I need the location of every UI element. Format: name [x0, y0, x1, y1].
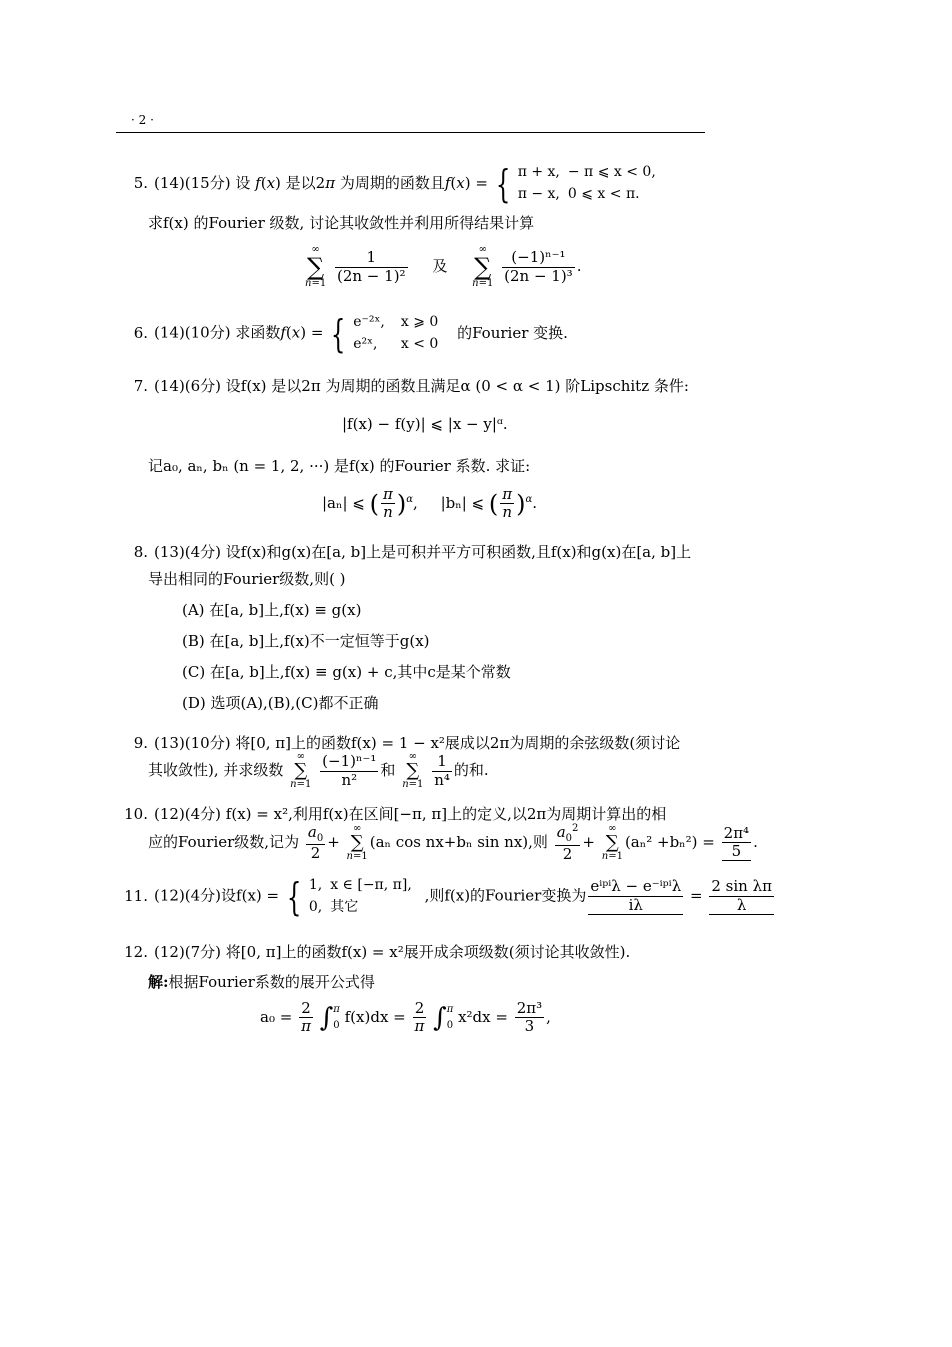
q6-text-a: (14)(10分) 求函数 [154, 323, 281, 342]
q5-text-a: (14)(15分) 设 [154, 173, 251, 192]
q11-case2-cond: 其它 [330, 898, 359, 915]
q11-answer1-den: iλ [588, 896, 683, 914]
q5-case2-cond: 0 ⩽ x < π. [567, 185, 640, 202]
q5-number: 5. [133, 173, 148, 192]
q10-line2-c: (aₙ² +bₙ²) = [624, 832, 715, 851]
q5-brace: { [495, 161, 511, 206]
q12-formula: a₀ = $\frac{2}{\pi}$ ∫π 0 f(x)dx = $\frac{2}{\pi}$ ∫π 0 x²dx = $\frac{\text{2π³}}{3}$ , [260, 999, 551, 1036]
q10-answer-num: 2π⁴ [723, 823, 750, 842]
q11-answer1-num: eⁱᵖⁱλ − e⁻ⁱᵖⁱλ [590, 877, 682, 896]
q6-case1-cond: x ⩾ 0 [400, 314, 439, 330]
q5-sums: ∞ ∑ n=1 $\frac{1}{\text{(2n − 1)²}}$ 及 ∞ ∑ n=1 $\frac{\text{(−1)ⁿ⁻¹}}{\text{(2n − 1)³}}$ . [305, 244, 582, 289]
q8-option-c: (C) 在[a, b]上,f(x) ≡ g(x) + c,其中c是某个常数 [182, 663, 511, 681]
q12-line1: (12)(7分) 将[0, π]上的函数f(x) = x²展开成余项级数(须讨论其收敛性). [154, 943, 631, 961]
question-7 [118, 375, 689, 396]
q6-case2-expr: e²ˣ, [353, 335, 378, 352]
q5-line2: 求f(x) 的Fourier 级数, 讨论其收敛性并利用所得结果计算 [148, 214, 535, 232]
q9-frac2-num: 1 [437, 752, 447, 771]
q5-sum1-num: 1 [366, 248, 377, 267]
q12-formula-mid2: x²dx = [458, 1007, 508, 1026]
q10-line2-a: 应的Fourier级数,记为 [148, 832, 300, 851]
q11-case2-expr: 0, [308, 898, 323, 915]
q9-line2: 其收敛性), 并求级数 ∞ ∑ n=1 $\frac{\text{(−1)ⁿ⁻¹}}{\text{n²}}$ 和 ∞ ∑ n=1 $\frac{1}{\text{n⁴}}$ 的和. [148, 751, 489, 790]
q12-formula-end-den: 3 [515, 1017, 544, 1035]
q10-line1: (12)(4分) f(x) = x²,利用f(x)在区间[−π, π]上的定义,以2π为周期计算出的相 [154, 805, 667, 823]
q5-sum1-den: (2n − 1)² [336, 266, 406, 285]
q5-case1-expr: π + x, [517, 164, 560, 180]
q5-case2-expr: π − x, [517, 185, 560, 202]
q8-option-a: (A) 在[a, b]上,f(x) ≡ g(x) [182, 601, 362, 619]
question-5: 5. (14)(15分) 设 f(x) 是以2π 为周期的函数且f(x) = { π + x, − π ⩽ x < 0, π − x, 0 ⩽ x < π. [118, 162, 664, 205]
q5-sum2-frac [502, 249, 575, 285]
q11-answer2-den: λ [709, 896, 774, 914]
q9-number: 9. [133, 734, 148, 752]
q9-frac1-num: (−1)ⁿ⁻¹ [322, 752, 377, 771]
q6-case2-cond: x < 0 [400, 335, 439, 352]
q6-case1-expr: e⁻²ˣ, [353, 314, 385, 330]
q11-number: 11. [124, 886, 148, 905]
q10-line2-b: (aₙ cos nx+bₙ sin nx),则 [369, 832, 548, 851]
q7-formula2-b: |bₙ| ⩽ [440, 493, 485, 512]
q12-solution-text: 根据Fourier系数的展开公式得 [168, 973, 375, 991]
q11-cases [309, 875, 420, 918]
q9-line2-b: 的和. [453, 761, 489, 779]
q11-text-a: (12)(4分)设f(x) = [154, 886, 280, 905]
q6-text-b: 的Fourier 变换. [457, 323, 568, 342]
q9-line2-a: 其收敛性), 并求级数 [148, 761, 284, 779]
q12-number: 12. [124, 943, 148, 961]
question-12 [118, 941, 630, 962]
q6-brace: { [331, 311, 346, 356]
q9-line1: (13)(10分) 将[0, π]上的函数f(x) = 1 − x²展成以2π为周期的余弦级数(须讨论 [154, 734, 681, 752]
q7-line1: (14)(6分) 设f(x) 是以2π 为周期的函数且满足α (0 < α < 1) 阶Lipschitz 条件: [154, 377, 689, 395]
q5-text-b: 是以2 [285, 173, 326, 192]
q12-formula-a0: a₀ = [260, 1007, 293, 1026]
q5-sum1-symbol: ∞ ∑ n=1 [305, 244, 327, 289]
question-9 [118, 732, 680, 753]
q11-answer2-num: 2 sin λπ [711, 877, 772, 896]
q7-number: 7. [133, 377, 148, 395]
q5-text-c: 为周期的函数且 [339, 173, 445, 192]
q5-cases [518, 162, 664, 205]
q7-formula2: |aₙ| ⩽ ( $\frac{\pi}{n}$ )$^\alpha$, |bₙ| ⩽ ( $\frac{\pi}{n}$ )$^\alpha$. [322, 485, 538, 522]
q5-and: 及 [432, 257, 448, 275]
q8-option-d: (D) 选项(A),(B),(C)都不正确 [182, 694, 379, 712]
q6-cases [353, 312, 446, 355]
q10-answer-den: 5 [722, 842, 751, 860]
q12-formula-end-num: 2π³ [516, 999, 543, 1017]
q8-line1: (13)(4分) 设f(x)和g(x)在[a, b]上是可积并平方可积函数,且f(x)和g(x)在[a, b]上 [154, 543, 692, 561]
q7-formula2-a: |aₙ| ⩽ [322, 493, 365, 512]
question-11 [118, 875, 776, 918]
q7-line2: 记a₀, aₙ, bₙ (n = 1, 2, ···) 是f(x) 的Fourier 系数. 求证: [148, 457, 531, 475]
q8-line2: 导出相同的Fourier级数,则( ) [148, 570, 346, 588]
q8-number: 8. [133, 543, 148, 561]
question-6: 6. (14)(10分) 求函数f(x) = { e⁻²ˣ, x ⩾ 0 e²ˣ, x < 0 的Fourier 变换. [118, 312, 568, 355]
q11-case1-cond: x ∈ [−π, π], [330, 877, 412, 893]
q5-sum2-num: (−1)ⁿ⁻¹ [511, 248, 566, 267]
q9-and: 和 [380, 761, 396, 779]
q8-option-b: (B) 在[a, b]上,f(x)不一定恒等于g(x) [182, 632, 430, 650]
q6-number: 6. [133, 323, 148, 342]
q12-formula-mid1: f(x)dx = [344, 1007, 406, 1026]
q5-sum1-frac [335, 249, 408, 285]
q12-solution-line [118, 971, 375, 992]
q5-sum2-den: (2n − 1)³ [504, 266, 573, 285]
q7-formula1: |f(x) − f(y)| ⩽ |x − y|ᵅ. [342, 415, 508, 433]
q5-case1-cond: − π ⩽ x < 0, [567, 164, 656, 180]
q11-brace: { [286, 874, 302, 919]
q12-solution-label: 解: [148, 973, 169, 991]
question-10 [118, 803, 666, 824]
q11-equals: = [689, 886, 703, 905]
q11-text-b: ,则f(x)的Fourier变换为 [424, 886, 587, 905]
header-rule [116, 132, 705, 133]
q11-case1-expr: 1, [308, 877, 323, 893]
q9-frac2-den: n⁴ [434, 770, 450, 789]
page-number: · 2 · [131, 113, 154, 127]
q10-line2: 应的Fourier级数,记为 $\frac{a_0}{2}$ + ∞ ∑ n=1 (aₙ cos nx+bₙ sin nx),则 $\frac{a_0^2}{2}$ + ∞ ∑ n=1 (aₙ² +bₙ²) = $\frac{\text{2π⁴}}{5}$ . [148, 822, 758, 863]
q10-number: 10. [124, 805, 148, 823]
question-8 [118, 541, 691, 562]
q5-sum2-symbol: ∞ ∑ n=1 [472, 244, 494, 289]
q9-frac1-den: n² [320, 771, 378, 789]
